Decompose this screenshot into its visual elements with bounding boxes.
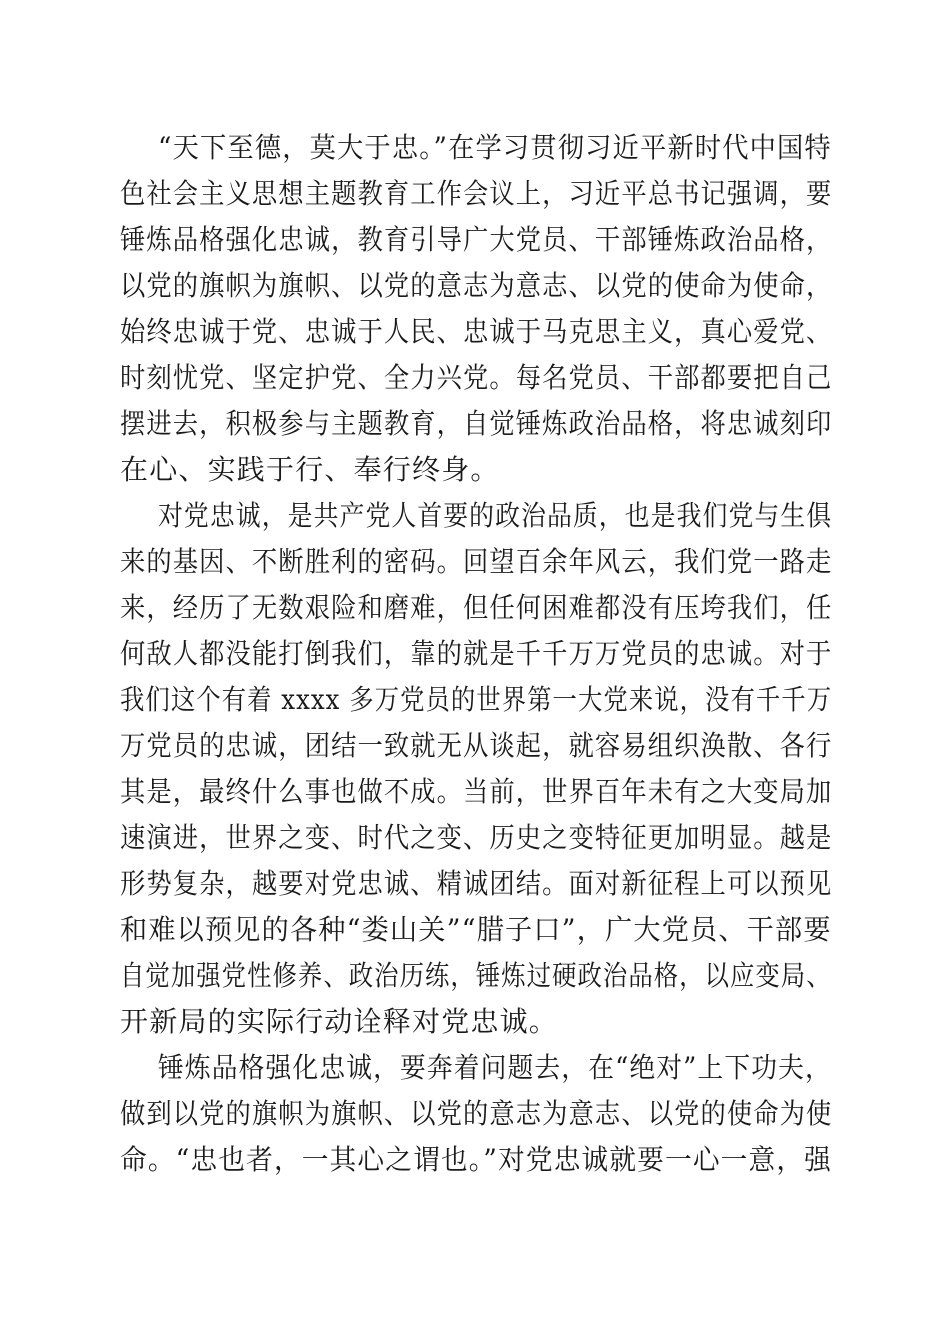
text-line: 来的基因、不断胜利的密码。回望百余年风云，我们党一路走 bbox=[120, 545, 833, 578]
text-line: 速演进，世界之变、时代之变、历史之变特征更加明显。越是 bbox=[120, 821, 833, 854]
text-line: 时刻忧党、坚定护党、全力兴党。每名党员、干部都要把自己 bbox=[120, 361, 833, 394]
text-line: 来，经历了无数艰险和磨难，但任何困难都没有压垮我们，任 bbox=[120, 591, 833, 624]
text-line: 命。“忠也者，一其心之谓也。”对党忠诚就要一心一意，强 bbox=[120, 1143, 833, 1176]
text-line: 自觉加强党性修养、政治历练，锤炼过硬政治品格，以应变局、 bbox=[120, 959, 832, 992]
text-line: 开新局的实际行动诠释对党忠诚。 bbox=[120, 1005, 559, 1038]
text-line: 其是，最终什么事也做不成。当前，世界百年未有之大变局加 bbox=[120, 775, 833, 808]
text-line: 何敌人都没能打倒我们，靠的就是千千万万党员的忠诚。对于 bbox=[120, 637, 833, 670]
text-line: 形势复杂，越要对党忠诚、精诚团结。面对新征程上可以预见 bbox=[120, 867, 833, 900]
text-line: 锤炼品格强化忠诚，教育引导广大党员、干部锤炼政治品格， bbox=[120, 223, 833, 256]
text-line: 色社会主义思想主题教育工作会议上，习近平总书记强调，要 bbox=[120, 177, 833, 210]
text-line: 我们这个有着 xxxx 多万党员的世界第一大党来说，没有千千万 bbox=[120, 683, 833, 716]
text-line: 锤炼品格强化忠诚，要奔着问题去，在“绝对”上下功夫， bbox=[158, 1051, 832, 1084]
text-line: 对党忠诚，是共产党人首要的政治品质，也是我们党与生俱 bbox=[158, 499, 833, 532]
text-line: 以党的旗帜为旗帜、以党的意志为意志、以党的使命为使命， bbox=[120, 269, 833, 302]
text-line: 摆进去，积极参与主题教育，自觉锤炼政治品格，将忠诚刻印 bbox=[120, 407, 833, 440]
text-line: 万党员的忠诚，团结一致就无从谈起，就容易组织涣散、各行 bbox=[120, 729, 833, 762]
text-line: 始终忠诚于党、忠诚于人民、忠诚于马克思主义，真心爱党、 bbox=[120, 315, 833, 348]
text-line: “天下至德，莫大于忠。”在学习贯彻习近平新时代中国特 bbox=[158, 131, 832, 164]
text-line: 在心、实践于行、奉行终身。 bbox=[120, 453, 500, 486]
text-line: 和难以预见的各种“娄山关”“腊子口”，广大党员、干部要 bbox=[120, 913, 832, 946]
text-line: 做到以党的旗帜为旗帜、以党的意志为意志、以党的使命为使 bbox=[120, 1097, 833, 1130]
